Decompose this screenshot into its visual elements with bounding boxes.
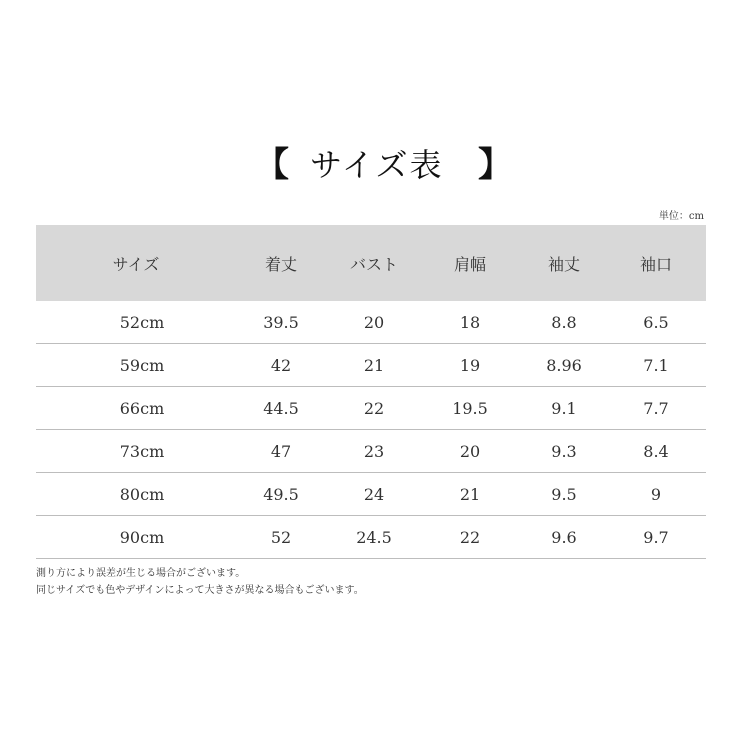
cell-size: 66cm — [119, 398, 165, 418]
size-table — [36, 225, 706, 559]
cell-length: 42 — [270, 355, 292, 375]
cell-sleeve-length: 9.6 — [551, 527, 577, 547]
header-sleeve-length: 袖丈 — [547, 254, 580, 274]
cell-length: 52 — [270, 527, 292, 547]
cell-shoulder: 18 — [459, 312, 481, 332]
cell-cuff: 8.4 — [643, 441, 669, 461]
table-row — [36, 516, 706, 559]
cell-size: 90cm — [119, 527, 165, 547]
title-text: サイズ表 — [310, 146, 444, 184]
cell-length: 39.5 — [263, 312, 299, 332]
cell-size: 73cm — [119, 441, 165, 461]
notes — [36, 565, 364, 599]
cell-length: 47 — [270, 441, 292, 461]
cell-length: 44.5 — [263, 398, 299, 418]
cell-sleeve-length: 9.1 — [551, 398, 577, 418]
cell-cuff: 6.5 — [643, 312, 669, 332]
cell-size: 59cm — [119, 355, 165, 375]
cell-size: 52cm — [119, 312, 165, 332]
cell-cuff: 9.7 — [643, 527, 669, 547]
cell-length: 49.5 — [263, 484, 299, 504]
table-row — [36, 473, 706, 516]
header-cuff: 袖口 — [639, 254, 672, 274]
cell-bust: 24.5 — [356, 527, 392, 547]
note-measurement-error: 測り方により誤差が生じる場合がございます。 — [36, 568, 246, 579]
size-chart-title — [0, 140, 740, 190]
cell-shoulder: 21 — [459, 484, 481, 504]
cell-sleeve-length: 8.96 — [546, 355, 582, 375]
cell-bust: 22 — [363, 398, 385, 418]
cell-bust: 21 — [363, 355, 385, 375]
cell-shoulder: 20 — [459, 441, 481, 461]
cell-cuff: 9 — [650, 484, 662, 504]
cell-cuff: 7.7 — [643, 398, 669, 418]
table-row — [36, 344, 706, 387]
table-header — [36, 225, 706, 301]
note-size-variation: 同じサイズでも色やデザインによって大きさが異なる場合もございます。 — [36, 585, 364, 596]
cell-shoulder: 19 — [459, 355, 481, 375]
cell-shoulder: 22 — [459, 527, 481, 547]
header-bust: バスト — [349, 254, 398, 274]
table-row — [36, 301, 706, 344]
cell-sleeve-length: 9.5 — [551, 484, 577, 504]
cell-bust: 24 — [363, 484, 385, 504]
cell-sleeve-length: 8.8 — [551, 312, 577, 332]
cell-cuff: 7.1 — [643, 355, 669, 375]
cell-bust: 23 — [363, 441, 385, 461]
cell-sleeve-length: 9.3 — [551, 441, 577, 461]
title-left-bracket: 【 — [255, 145, 289, 185]
unit-label: 単位：cm — [658, 211, 704, 222]
cell-shoulder: 19.5 — [452, 398, 488, 418]
table-row — [36, 430, 706, 473]
title-right-bracket: 】 — [478, 145, 512, 185]
cell-bust: 20 — [363, 312, 385, 332]
header-length: 着丈 — [264, 254, 297, 274]
header-shoulder: 肩幅 — [453, 254, 486, 274]
cell-size: 80cm — [119, 484, 165, 504]
table-row — [36, 387, 706, 430]
header-size: サイズ — [112, 254, 160, 274]
